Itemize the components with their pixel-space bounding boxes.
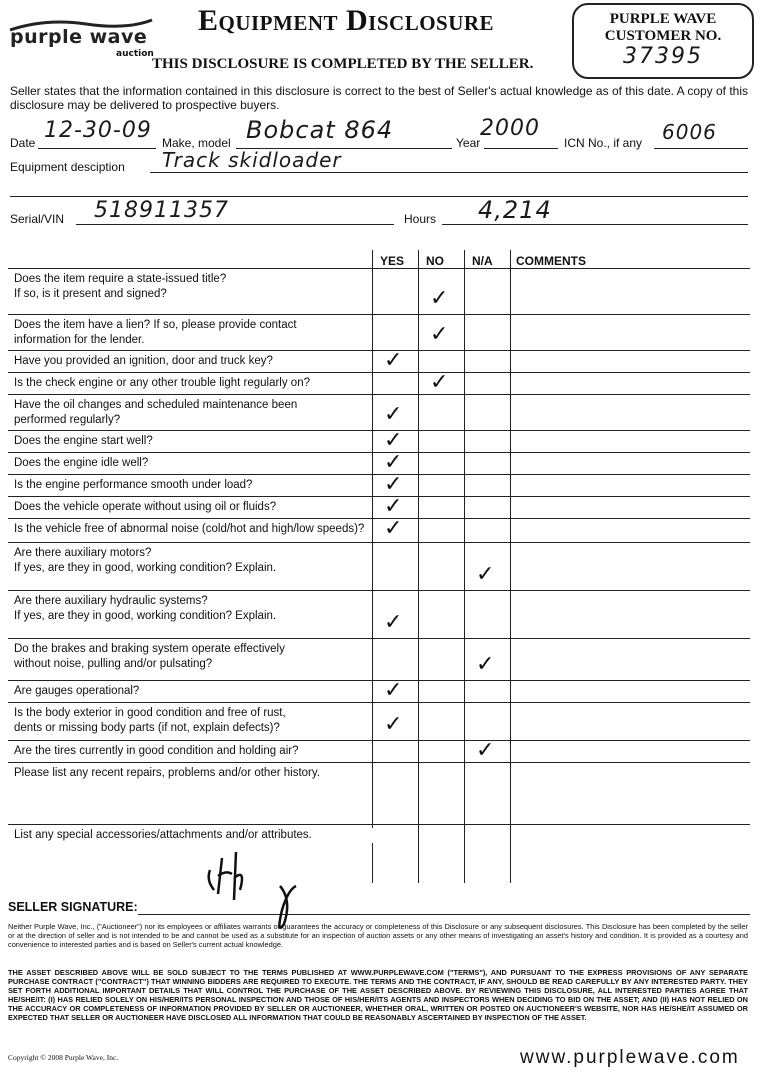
question-15: Is the body exterior in good condition and free of rust, dents or missing body parts (if not, explain defects)? (14, 707, 286, 734)
check-mark-1[interactable]: ✓ (430, 286, 449, 311)
hours-field[interactable]: 4,214 (478, 196, 552, 224)
date-label: Date (10, 136, 36, 150)
logo-text: purple wave (10, 26, 148, 48)
check-mark-14[interactable]: ✓ (384, 678, 403, 703)
question-11: Are there auxiliary motors? If yes, are they in good, working condition? Explain. (14, 547, 277, 574)
check-mark-10[interactable]: ✓ (384, 516, 403, 541)
serial-field[interactable]: 518911357 (94, 198, 229, 223)
na-column-header: N/A (472, 254, 493, 268)
no-column-header: NO (426, 254, 444, 268)
check-mark-2[interactable]: ✓ (430, 322, 449, 347)
question-6: Does the engine start well? (14, 435, 153, 447)
icn-field[interactable]: 6006 (662, 120, 717, 144)
check-mark-6[interactable]: ✓ (384, 428, 403, 453)
icn-label: ICN No., if any (564, 136, 643, 150)
logo-subtext: auction (116, 49, 154, 59)
comments-column-header: COMMENTS (516, 254, 586, 268)
date-field[interactable]: 12-30-09 (44, 118, 152, 143)
question-7: Does the engine idle well? (14, 457, 149, 469)
check-mark-16[interactable]: ✓ (476, 738, 495, 763)
check-mark-5[interactable]: ✓ (384, 402, 403, 427)
question-1: Does the item require a state-issued title? If so, is it present and signed? (14, 273, 227, 300)
check-mark-7[interactable]: ✓ (384, 450, 403, 475)
question-9: Does the vehicle operate without using oil or fluids? (14, 501, 277, 513)
check-mark-11[interactable]: ✓ (476, 562, 495, 587)
check-mark-8[interactable]: ✓ (384, 472, 403, 497)
question-16: Are the tires currently in good condition and holding air? (14, 745, 299, 757)
equipment-description-field[interactable]: Track skidloader (162, 148, 342, 172)
copyright: Copyright © 2008 Purple Wave, Inc. (8, 1053, 119, 1062)
yes-column-header: YES (380, 254, 405, 268)
question-14: Are gauges operational? (14, 685, 140, 697)
customer-label-1: PURPLE WAVE (609, 11, 717, 27)
question-12: Are there auxiliary hydraulic systems? If yes, are they in good, working condition? Explain. (14, 595, 277, 622)
make-model-field[interactable]: Bobcat 864 (246, 116, 394, 144)
question-8: Is the engine performance smooth under load? (14, 479, 253, 491)
terms-text: THE ASSET DESCRIBED ABOVE WILL BE SOLD SUBJECT TO THE TERMS PUBLISHED AT WWW.PURPLEWAVE.COM ("TERMS"), AND PURSUANT TO THE EXPRESS PROVISIONS OF ANY SEPARATE PURCHASE CONTRACT ("CONTRACT") THAT WINNING BIDDERS ARE REQUIRED TO EXECUTE. THE TERMS AND THE CONTRACT, IF ANY, SHOULD BE READ CAREFULLY BY ANY INTERESTED PARTY. THEY SET FORTH ADDITIONAL IMPORTANT DETAILS THAT WILL CONTROL THE PURCHASE OF THE ASSET DESCRIBED ABOVE. BY REVIEWING THIS DISCLOSURE, ALL INTERESTED PARTIES AGREE THAT HE/SHE/IT: (I) HAS RELIED SOLELY ON HIS/HER/ITS PERSONAL INSPECTION AND THOSE OF HIS/HER/ITS AGENTS AND INSPECTORS WHEN DECIDING TO BID ON THE ASSET; AND (II) HAS NOT RELIED ON THE ACCURACY OR COMPLETENESS OF INFORMATION PROVIDED BY SELLER OR AUCTIONEER, WHETHER ORAL, WRITTEN OR POSTED ON AUCTIONEER'S WEBSITE, NOR HAS HE/SHE/IT ASSUMED OR EXPECTED THAT SELLER OR AUCTIONEER HAVE DISCLOSED ALL INFORMATION THAT COULD BE REASONABLY ASCERTAINED BY INSPECTION OF THE ASSET. (8, 968, 748, 1022)
check-mark-13[interactable]: ✓ (476, 652, 495, 677)
purple-wave-logo (6, 18, 156, 60)
make-model-label: Make, model (162, 136, 231, 150)
equipment-description-label: Equipment desciption (10, 160, 125, 174)
question-2: Does the item have a lien? If so, please provide contact information for the lender. (14, 319, 297, 346)
repairs-question: Please list any recent repairs, problems and/or other history. (14, 767, 320, 779)
page-subtitle: THIS DISCLOSURE IS COMPLETED BY THE SELLER. (152, 56, 534, 72)
disclosure-table (8, 250, 750, 883)
question-10: Is the vehicle free of abnormal noise (cold/hot and high/low speeds)? (14, 523, 365, 535)
seller-signature-label: SELLER SIGNATURE: (8, 900, 138, 914)
question-13: Do the brakes and braking system operate effectively without noise, pulling and/or pulsating? (14, 643, 285, 670)
year-label: Year (456, 136, 481, 150)
hours-label: Hours (404, 212, 437, 226)
check-mark-3[interactable]: ✓ (384, 348, 403, 373)
check-mark-4[interactable]: ✓ (430, 370, 449, 395)
question-4: Is the check engine or any other trouble light regularly on? (14, 377, 310, 389)
customer-number[interactable]: 37395 (623, 44, 703, 69)
year-field[interactable]: 2000 (480, 116, 540, 141)
check-mark-9[interactable]: ✓ (384, 494, 403, 519)
customer-number-box (572, 3, 754, 79)
check-mark-12[interactable]: ✓ (384, 610, 403, 635)
page-title: Equipment Disclosure (198, 4, 495, 37)
website-link[interactable]: www.purplewave.com (520, 1047, 740, 1068)
intro-text: Seller states that the information contained in this disclosure is correct to the best of Seller's actual knowledge as of this date. A copy of this disclosure may be delivered to prospective buyers. (10, 84, 749, 112)
question-5: Have the oil changes and scheduled maintenance been performed regularly? (14, 399, 298, 426)
accessories-question: List any special accessories/attachments and/or attributes. (14, 828, 394, 843)
disclaimer-text: Neither Purple Wave, Inc., ("Auctioneer") nor its employees or affiliates warrants or guarantees the accuracy or completeness of this Disclosure or any subsequent disclosures. This Disclosure has been completed by the seller or at the direction of seller and is not intended to be and cannot be used as a substitute for an inspection of auction assets or any other means of investigating an asset's history and condition. It is provided as a courtesy and convenience to interested parties and is based on Seller's current actual knowledge. (8, 922, 748, 949)
question-3: Have you provided an ignition, door and truck key? (14, 355, 273, 367)
serial-label: Serial/VIN (10, 212, 65, 226)
check-mark-15[interactable]: ✓ (384, 712, 403, 737)
customer-label-2: CUSTOMER NO. (604, 28, 722, 44)
